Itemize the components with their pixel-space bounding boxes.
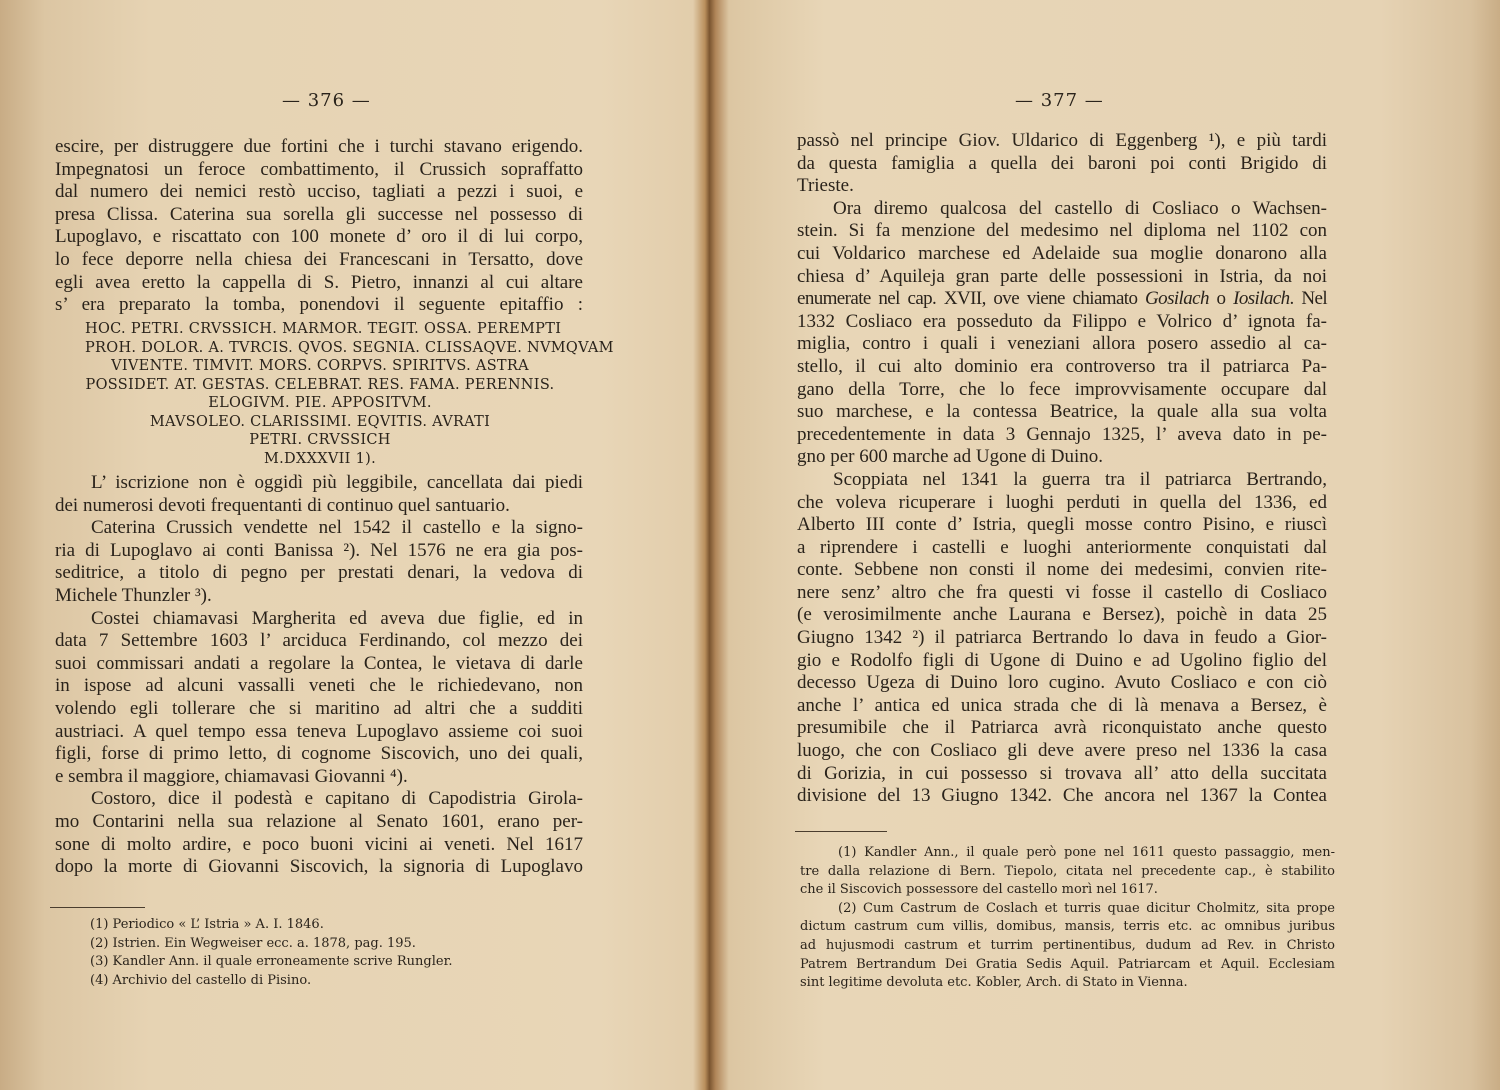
- text-line: a riprendere i castelli e luoghi anteriormente conquistati dal: [797, 536, 1327, 558]
- text-line: stein. Si fa menzione del medesimo nel diploma nel 1102 con: [797, 220, 1327, 242]
- text-line: Costoro, dice il podestà e capitano di Capodistria Girola-: [91, 788, 583, 810]
- text-line: divisione del 13 Giugno 1342. Che ancora nel 1367 la Contea: [797, 785, 1327, 807]
- text-fragment: . Nel: [1289, 288, 1328, 310]
- footnote-divider: [50, 907, 145, 908]
- text-line: precedentemente in data 3 Gennajo 1325, l’ aveva dato in pe-: [797, 423, 1327, 445]
- text-line: s’ era preparato la tomba, ponendovi il seguente epitaffio :: [55, 294, 583, 316]
- footnote: (1) Periodico « L’ Istria » A. I. 1846.: [90, 917, 324, 932]
- text-line: Giugno 1342 ²) il patriarca Bertrando lo dava in feudo a Gior-: [797, 627, 1327, 649]
- footnotes: [800, 844, 1335, 993]
- epitaph-line: M.DXXXVII 1).: [264, 450, 376, 467]
- footnote-line: Patrem Bertrandum Dei Gratia Sedis Aquil. Patriarcam et Aquil. Ecclesiam: [800, 956, 1335, 972]
- footnote-line: che il Siscovich possessore del castello morì nel 1617.: [800, 882, 1158, 898]
- footnote-divider: [795, 831, 887, 832]
- footnote: (3) Kandler Ann. il quale erroneamente scrive Rungler.: [90, 954, 453, 970]
- text-line: Costei chiamavasi Margherita ed aveva due figlie, ed in: [91, 607, 583, 629]
- body-text: [797, 130, 1327, 808]
- text-line: nere senz’ altro che fra questi vi fosse il castello di Cosliaco: [797, 581, 1327, 603]
- text-line: Trieste.: [797, 175, 854, 197]
- text-line: (e verosimilmente anche Laurana e Bersez), poichè in data 25: [797, 604, 1327, 626]
- text-line: conte. Sebbene non consti il nome dei medesimi, convien rite-: [797, 559, 1327, 581]
- text-line: Caterina Crussich vendette nel 1542 il castello e la signo-: [91, 517, 583, 539]
- text-line: Scoppiata nel 1341 la guerra tra il patriarca Bertrando,: [833, 468, 1327, 490]
- text-line: [797, 288, 1327, 311]
- epitaph-line: PROH. DOLOR. A. TVRCIS. QVOS. SEGNIA. CLISSAQVE. NVMQVAM: [85, 339, 614, 356]
- text-fragment: o: [1208, 288, 1234, 310]
- page-number: — 377 —: [1015, 90, 1104, 111]
- text-line: Alberto III conte d’ Istria, quegli mosse contro Pisino, e riuscì: [797, 514, 1327, 536]
- text-fragment: enumerate nel cap. XVII, ove viene chiamato: [797, 288, 1146, 310]
- text-line: data 7 Settembre 1603 l’ arciduca Ferdinando, col mezzo dei: [55, 630, 583, 652]
- body-text: [55, 136, 583, 317]
- text-line: Ora diremo qualcosa del castello di Cosliaco o Wachsen-: [833, 197, 1327, 219]
- footnote: (4) Archivio del castello di Pisino.: [90, 972, 312, 988]
- text-line: gio e Rodolfo figli di Ugone di Duino e ad Ugolino figlio del: [797, 649, 1327, 671]
- epitaph-line: POSSIDET. AT. GESTAS. CELEBRAT. RES. FAMA. PERENNIS.: [85, 376, 555, 393]
- text-line: dal numero dei nemici restò ucciso, tagliati a pezzi i suoi, e: [55, 181, 583, 203]
- text-line: egli avea eretto la cappella di S. Pietro, innanzi al cui altare: [55, 271, 583, 293]
- text-line: da questa famiglia a quella dei baroni poi conti Brigido di: [797, 152, 1327, 174]
- footnote-line: dictum castrum cum villis, domibus, mansis, terris etc. ac omnibus juribus: [800, 919, 1335, 935]
- epitaph-inscription: [85, 320, 614, 468]
- text-line: chiesa d’ Aquileja gran parte delle possessioni in Istria, da noi: [797, 265, 1327, 287]
- footnote-line: (2) Cum Castrum de Coslach et turris quae dicitur Cholmitz, sita prope: [838, 900, 1335, 916]
- page-number: — 376 —: [282, 90, 371, 111]
- text-line: seditrice, a titolo di pegno per prestati denari, la vedova di: [55, 562, 583, 584]
- text-line: passò nel principe Giov. Uldarico di Eggenberg ¹), e più tardi: [797, 130, 1327, 151]
- text-line: gano della Torre, che lo fece improvvisamente occupare dal: [797, 378, 1327, 400]
- text-line: sone di molto ardire, e poco buoni vicini ai veneti. Nel 1617: [55, 833, 583, 855]
- text-line: e sembra il maggiore, chiamavasi Giovanni ⁴).: [55, 765, 408, 787]
- left-page: [0, 0, 690, 1090]
- epitaph-line: ELOGIVM. PIE. APPOSITVM.: [208, 395, 432, 411]
- text-line: suo marchese, e la contessa Beatrice, la quale alla sua volta: [797, 401, 1327, 423]
- text-line: Impegnatosi un feroce combattimento, il Crussich sopraffatto: [55, 158, 583, 180]
- place-name-italic: Gosilach: [1145, 288, 1209, 310]
- text-line: luogo, che con Cosliaco gli deve avere preso nel 1336 la casa: [797, 740, 1327, 762]
- text-line: in ispose ad alcuni vassalli veneti che le richiedevano, non: [55, 675, 583, 697]
- text-line: dei numerosi devoti frequentanti di continuo quel santuario.: [55, 494, 510, 516]
- text-line: volendo egli tollerare che si maritino ad altri che a sudditi: [55, 697, 583, 719]
- text-line: decesso Ugeza di Duino loro cugino. Avuto Cosliaco e con ciò: [797, 672, 1327, 694]
- text-line: di Gorizia, in cui possesso si trovava all’ atto della succitata: [797, 762, 1327, 784]
- text-line: cui Voldarico marchese ed Adelaide sua moglie donarono alla: [797, 242, 1327, 264]
- text-line: Michele Thunzler ³).: [55, 584, 212, 606]
- text-line: lo fece deporre nella chiesa dei Francescani in Tersatto, dove: [55, 248, 583, 270]
- text-line: gno per 600 marche ad Ugone di Duino.: [797, 446, 1104, 468]
- epitaph-line: HOC. PETRI. CRVSSICH. MARMOR. TEGIT. OSSA. PEREMPTI: [85, 321, 562, 337]
- text-line: ria di Lupoglavo ai conti Banissa ²). Nel 1576 ne era gia pos-: [55, 539, 583, 561]
- text-line: anche l’ antica ed unica strada che di là menava a Bersez, è: [797, 694, 1327, 716]
- text-line: presa Clissa. Caterina sua sorella gli successe nel possesso di: [55, 203, 583, 225]
- body-text: [55, 472, 583, 879]
- footnote: (2) Istrien. Ein Wegweiser ecc. a. 1878, pag. 195.: [90, 935, 416, 951]
- text-line: presumibile che il Patriarca avrà riconquistato anche questo: [797, 717, 1327, 739]
- text-line: figli, forse di primo letto, di cognome Siscovich, uno dei quali,: [55, 743, 583, 765]
- footnote-line: ad hujusmodi castrum et turrim pertinentibus, dudum ad Rev. in Christo: [800, 937, 1335, 953]
- text-line: L’ iscrizione non è oggidì più leggibile, cancellata dai piedi: [91, 472, 583, 493]
- text-line: dopo la morte di Giovanni Siscovich, la signoria di Lupoglavo: [55, 856, 583, 878]
- text-line: stello, il cui alto dominio era controverso tra il patriarca Pa-: [797, 355, 1327, 377]
- footnote-line: sint legitime devoluta etc. Kobler, Arch. di Stato in Vienna.: [800, 975, 1188, 991]
- right-page: [715, 0, 1500, 1090]
- text-line: escire, per distruggere due fortini che i turchi stavano erigendo.: [55, 136, 583, 157]
- footnote-line: tre dalla relazione di Bern. Tiepolo, citata nel precedente cap., è stabilito: [800, 863, 1335, 879]
- text-line: 1332 Cosliaco era posseduto da Filippo e Volrico d’ ignota fa-: [797, 310, 1327, 332]
- footnote-line: (1) Kandler Ann., il quale però pone nel 1611 questo passaggio, men-: [838, 845, 1335, 860]
- place-name-italic: Iosilach: [1233, 288, 1290, 310]
- text-line: austriaci. A quel tempo essa teneva Lupoglavo assieme coi suoi: [55, 720, 583, 742]
- footnotes: [90, 916, 590, 990]
- text-line: suoi commissari andati a regolare la Contea, le vietava di darle: [55, 652, 583, 674]
- epitaph-line: MAVSOLEO. CLARISSIMI. EQVITIS. AVRATI: [149, 413, 491, 430]
- epitaph-line: PETRI. CRVSSICH: [249, 432, 391, 448]
- text-line: Lupoglavo, e riscattato con 100 monete d’ oro il di lui corpo,: [55, 226, 583, 248]
- epitaph-line: VIVENTE. TIMVIT. MORS. CORPVS. SPIRITVS. ASTRA: [111, 358, 529, 374]
- text-line: che voleva ricuperare i luoghi perduti in quella del 1336, ed: [797, 491, 1327, 513]
- text-line: miglia, contro i quali i veneziani allora posero assedio al ca-: [797, 333, 1327, 355]
- text-line: mo Contarini nella sua relazione al Senato 1601, erano per-: [55, 810, 583, 832]
